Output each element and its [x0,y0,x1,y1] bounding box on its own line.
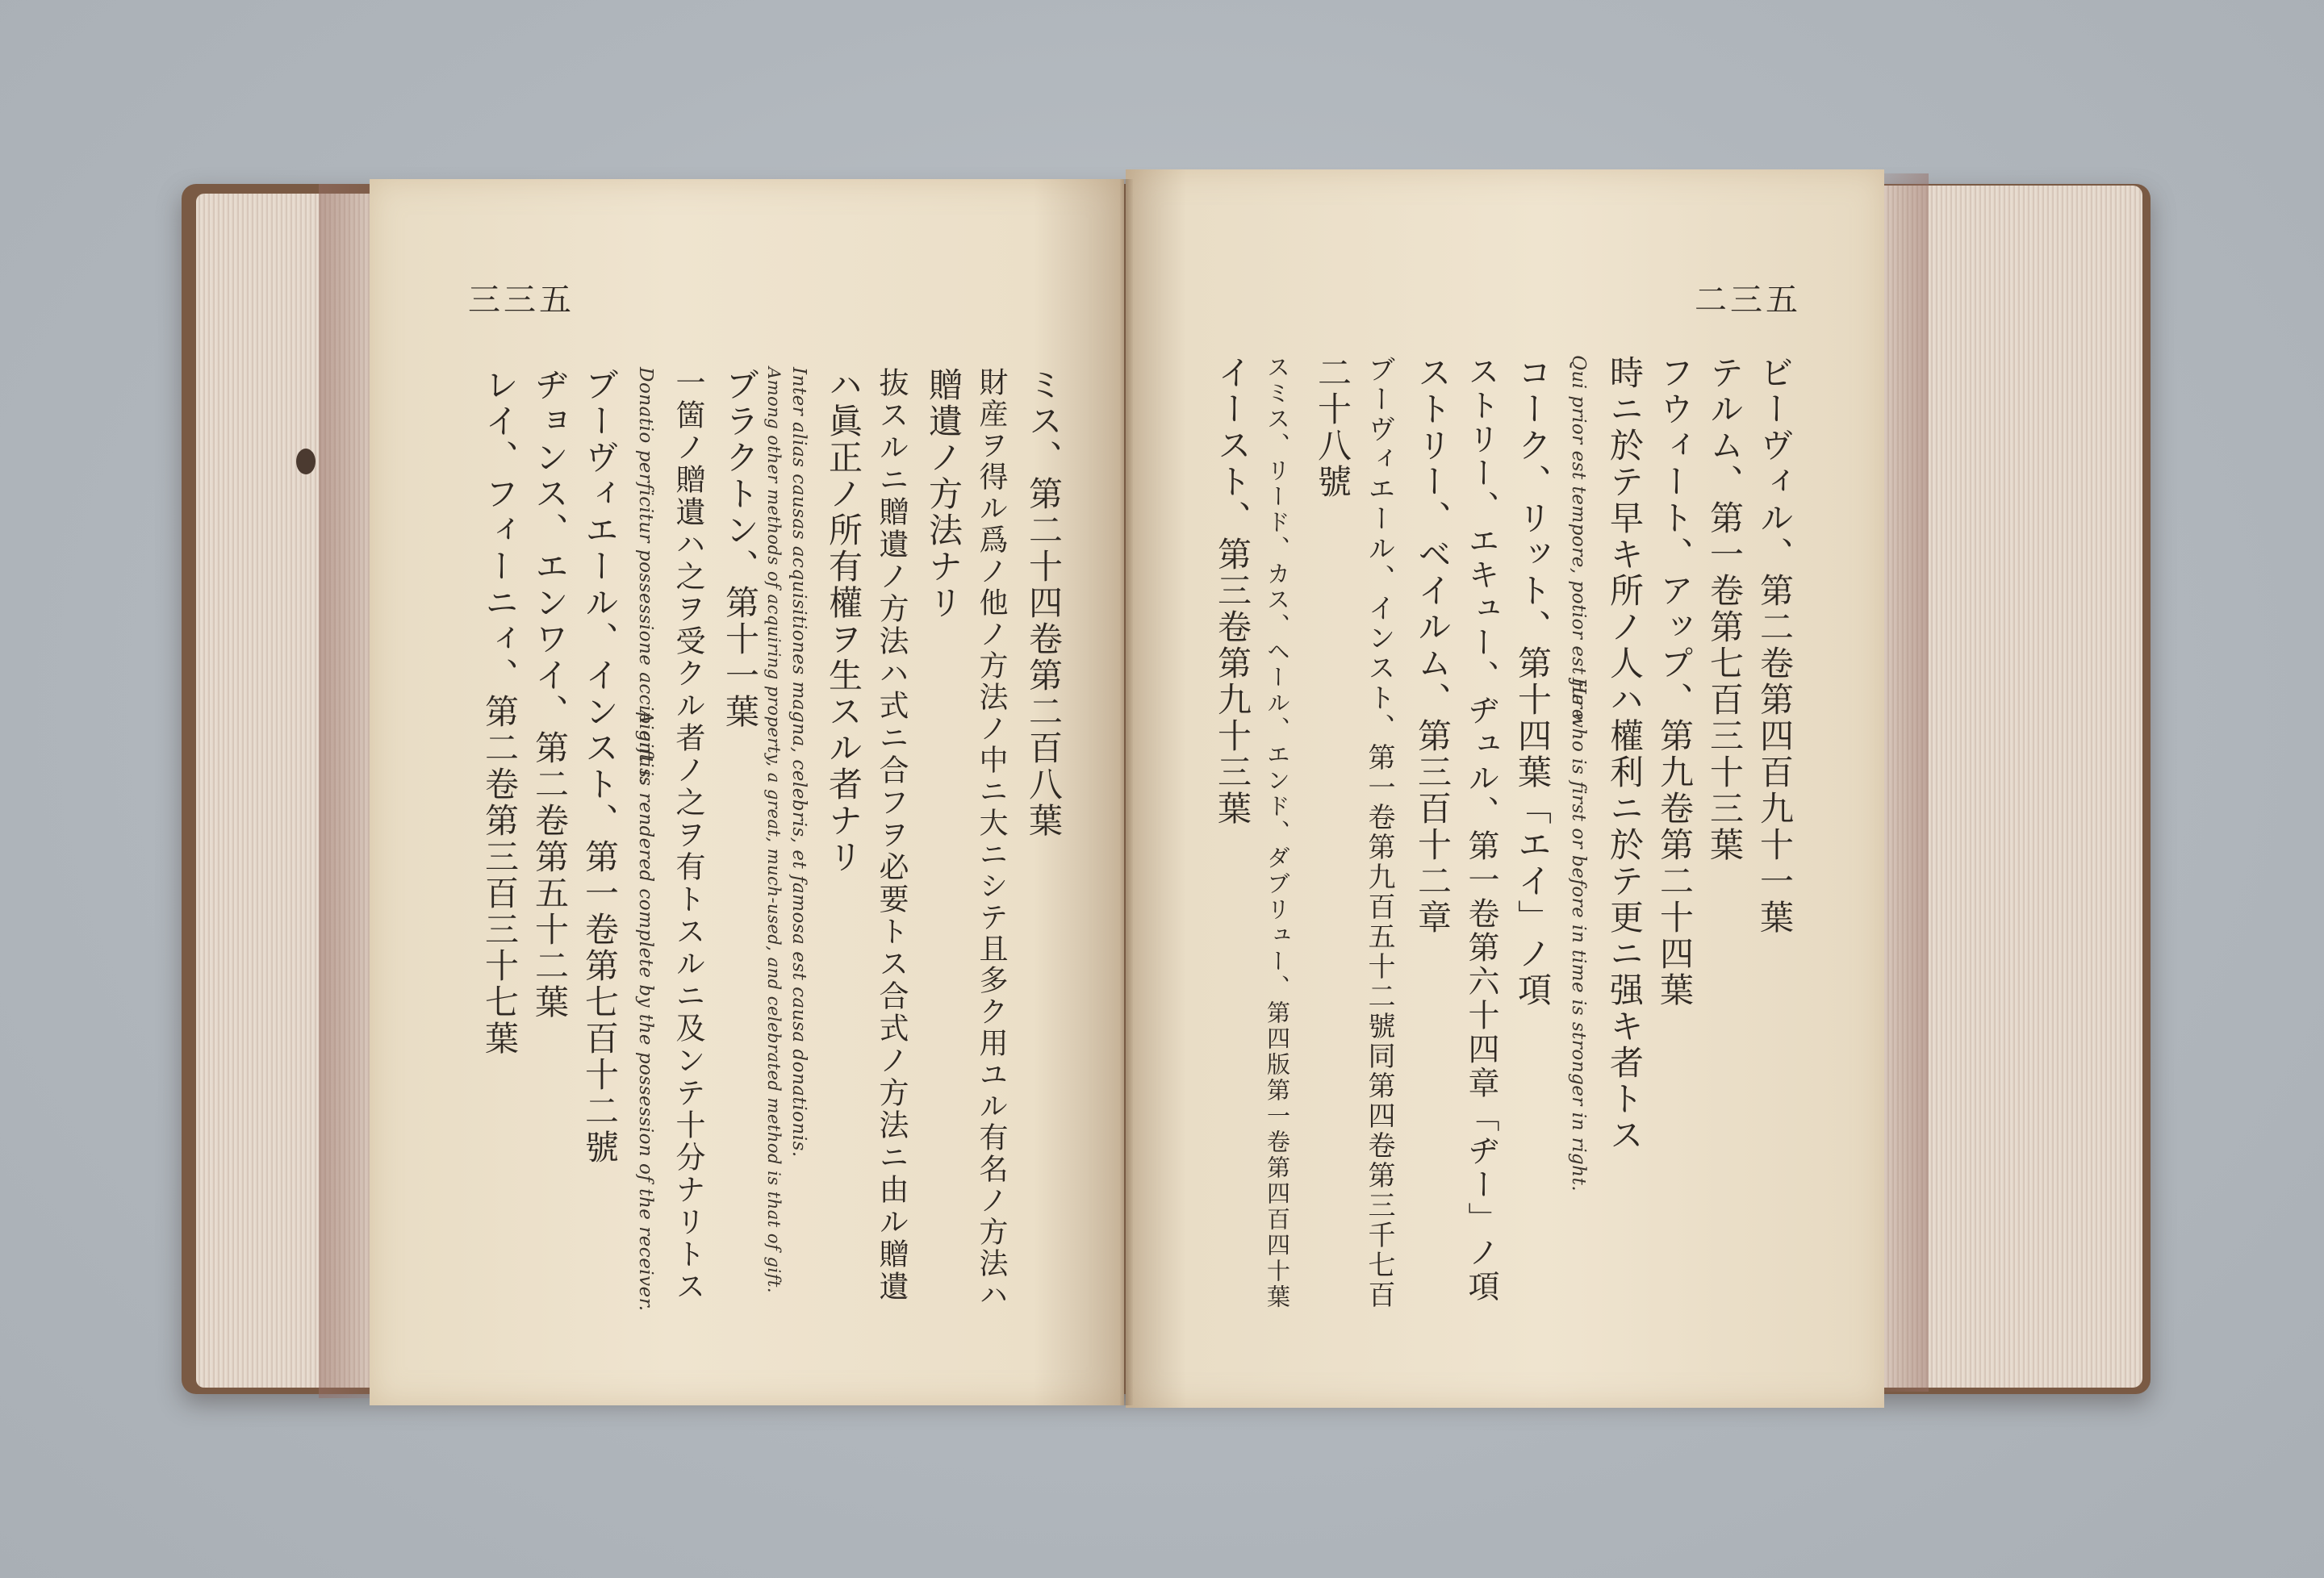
left-latin-1: Inter alias causas acquisitiones magna, celebris, et famosa est causa donationis. [788,367,809,1158]
left-column-8: ブラクトン、第十一葉 [721,367,760,730]
binding-hole [296,449,316,474]
left-english-1: Among other methods of acquiring property, a great, much-used, and celebrated method is that of gift. [764,367,784,1294]
left-latin-2: Donatio perficitur possessione accipientis. [635,367,656,785]
right-column-7: コーク、リット、第十四葉「エイ」ノ項 [1513,355,1553,1008]
left-page-number: 三三五 [468,282,575,319]
right-column-2: テルム、第一卷第七百三十三葉 [1705,355,1745,863]
right-column-3: フウィート、アップ、第九卷第二十四葉 [1655,355,1695,1008]
right-english-1: He who is first or before in time is stronger in right. [1568,678,1589,1192]
book-gutter [1120,179,1133,1405]
left-column-3: 贈遺ノ方法ナリ [924,367,963,621]
left-english-2: A gift is rendered complete by the possession of the receiver. [635,710,656,1312]
right-column-8: ストリー、エキュー、ヂュル、第一卷第六十四章「ヂー」ノ項 [1463,355,1499,1304]
right-column-4: 時ニ於テ早キ所ノ人ハ權利ニ於テ更ニ强キ者トス [1605,355,1645,1154]
right-latin-1: Qui prior est tempore, potior est jure. [1568,355,1589,727]
right-column-9: ストリー、ベイルム、第三百十二章 [1413,355,1452,936]
left-column-13: ヂョンス、エンワイ、第二卷第五十二葉 [530,367,570,1021]
right-column-11: 二十八號 [1313,355,1352,500]
right-column-1: ビーヴィル、第二卷第四百九十一葉 [1755,355,1795,936]
right-column-13: イースト、第三卷第九十三葉 [1213,355,1252,827]
left-column-4: 抜スルニ贈遺ノ方法ハ式ニ合フヲ必要トス合式ノ方法ニ由ル贈遺 [874,367,909,1303]
left-column-5: ハ眞正ノ所有權ヲ生スル者ナリ [824,367,863,875]
left-column-2: 財産ヲ得ル爲ノ他ノ方法ノ中ニ大ニシテ且多ク用ユル有名ノ方法ハ [975,367,1008,1311]
right-page-number: 二三五 [1695,282,1801,319]
left-column-9: 一箇ノ贈遺ハ之ヲ受クル者ノ之ヲ有トスルニ及ンテ十分ナリトス [671,367,705,1303]
left-column-1: ミス、第二十四卷第二百八葉 [1024,367,1064,839]
edge-shadow-left [319,184,375,1398]
right-column-12: スミス、リード、カス、ヘール、エンド、ダブリュー、第四版第一卷第四百四十葉 [1264,355,1291,1310]
left-column-12: ブーヴィエール、インスト、第一卷第七百十二號 [580,367,620,1166]
right-column-10: ブーヴィエール、インスト、第一卷第九百五十二號同第四卷第三千七百 [1363,355,1395,1310]
left-column-14: レイ、フィーニィ、第二卷第三百三十七葉 [480,367,520,1057]
edge-shadow-right [1880,173,1929,1392]
